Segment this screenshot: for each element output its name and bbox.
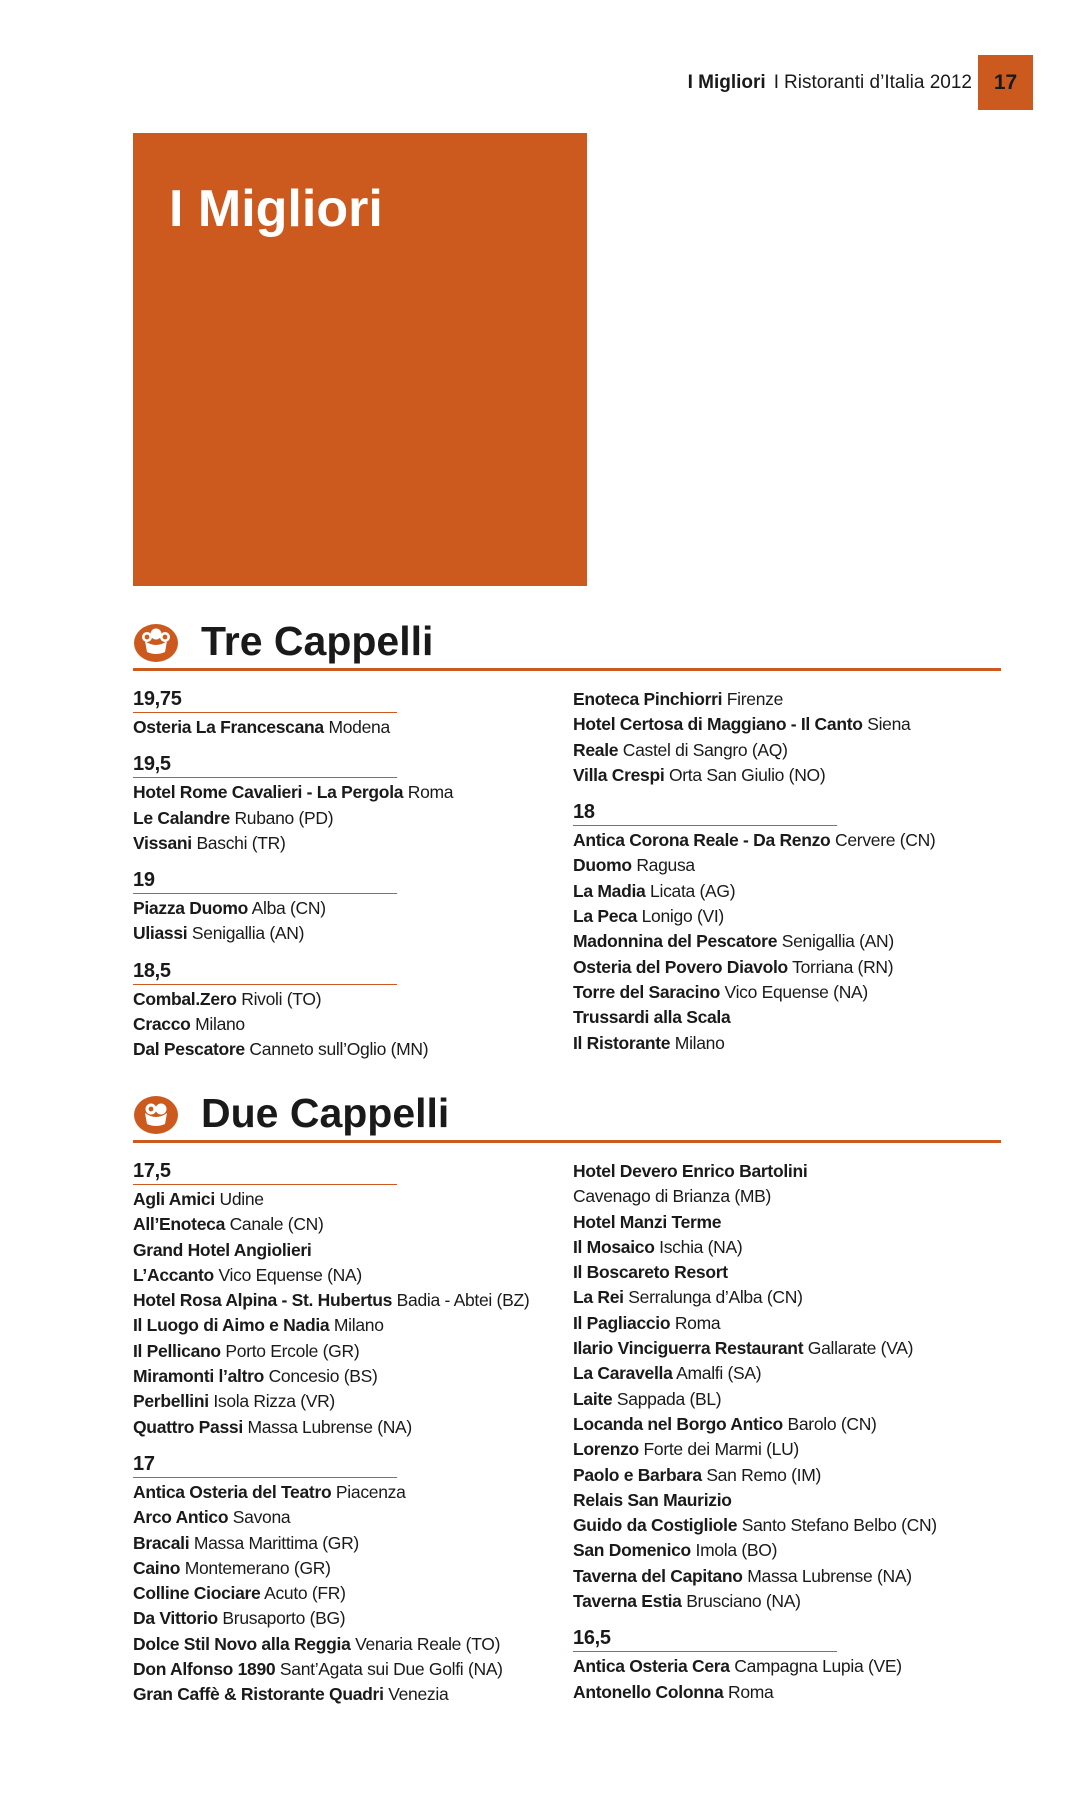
restaurant-location: Baschi (TR) bbox=[196, 832, 286, 853]
restaurant-location: Milano bbox=[195, 1014, 245, 1035]
restaurant-entry bbox=[133, 1288, 553, 1313]
score-group bbox=[133, 752, 553, 856]
restaurant-name: Osteria del Povero Diavolo bbox=[573, 956, 788, 977]
restaurant-name: Enoteca Pinchiorri bbox=[573, 689, 723, 709]
restaurant-location: Imola (BO) bbox=[695, 1540, 778, 1561]
restaurant-location: Vico Equense (NA) bbox=[724, 981, 868, 1002]
restaurant-entry bbox=[133, 1364, 553, 1389]
restaurant-entry bbox=[573, 1412, 993, 1437]
restaurant-name: Madonnina del Pescatore bbox=[573, 931, 778, 952]
restaurant-entry bbox=[573, 929, 993, 954]
restaurant-name: Taverna del Capitano bbox=[573, 1565, 743, 1586]
restaurant-entry bbox=[573, 738, 993, 763]
restaurant-location: Canneto sull’Oglio (MN) bbox=[249, 1039, 429, 1060]
restaurant-location: Massa Lubrense (NA) bbox=[747, 1565, 912, 1586]
restaurant-name: La Caravella bbox=[573, 1363, 673, 1384]
restaurant-entry bbox=[133, 806, 553, 831]
restaurant-entry bbox=[133, 1339, 553, 1364]
restaurant-name: Miramonti l’altro bbox=[133, 1366, 265, 1387]
restaurant-location: Brusaporto (BG) bbox=[222, 1608, 346, 1629]
restaurant-name: Da Vittorio bbox=[133, 1608, 218, 1629]
restaurant-location: Roma bbox=[407, 782, 454, 803]
restaurant-entry bbox=[133, 780, 553, 805]
restaurant-entry bbox=[573, 1235, 993, 1260]
restaurant-location: Sant’Agata sui Due Golfi (NA) bbox=[279, 1659, 503, 1680]
restaurant-name: Torre del Saracino bbox=[573, 981, 720, 1002]
score-heading: 17 bbox=[133, 1452, 397, 1478]
restaurant-name: Trussardi alla Scala bbox=[573, 1007, 731, 1028]
restaurant-location: Brusciano (NA) bbox=[686, 1591, 801, 1612]
running-header bbox=[688, 71, 972, 95]
restaurant-location: Roma bbox=[674, 1312, 721, 1333]
restaurant-location: Alba (CN) bbox=[251, 898, 326, 919]
restaurant-entry bbox=[573, 904, 993, 929]
restaurant-entry bbox=[573, 879, 993, 904]
section-title: Tre Cappelli bbox=[201, 618, 434, 664]
restaurant-location: Ragusa bbox=[636, 855, 695, 876]
restaurant-location: Forte dei Marmi (LU) bbox=[643, 1439, 799, 1460]
restaurant-name: Agli Amici bbox=[133, 1189, 215, 1209]
restaurant-entry bbox=[573, 1488, 993, 1513]
restaurant-location: Licata (AG) bbox=[650, 880, 736, 901]
restaurant-entry bbox=[573, 763, 993, 788]
restaurant-location: Roma bbox=[728, 1681, 774, 1702]
restaurant-entry bbox=[133, 1480, 553, 1505]
restaurant-name: Hotel Rosa Alpina - St. Hubertus bbox=[133, 1290, 393, 1311]
restaurant-location: San Remo (IM) bbox=[706, 1464, 822, 1485]
restaurant-name: Il Luogo di Aimo e Nadia bbox=[133, 1315, 330, 1336]
restaurant-name: Ilario Vinciguerra Restaurant bbox=[573, 1338, 804, 1359]
restaurant-name: Antonello Colonna bbox=[573, 1681, 724, 1702]
restaurant-entry bbox=[133, 1415, 553, 1440]
restaurant-name: Piazza Duomo bbox=[133, 898, 249, 919]
restaurant-entry bbox=[573, 1031, 993, 1056]
score-group bbox=[573, 687, 993, 788]
restaurant-entry bbox=[573, 1361, 993, 1386]
restaurant-location: Massa Lubrense (NA) bbox=[247, 1416, 412, 1437]
restaurant-name: Perbellini bbox=[133, 1391, 209, 1412]
restaurant-name: Taverna Estia bbox=[573, 1591, 682, 1612]
restaurant-location: Orta San Giulio (NO) bbox=[668, 764, 826, 785]
restaurant-location: Santo Stefano Belbo (CN) bbox=[741, 1515, 937, 1536]
restaurant-name: Quattro Passi bbox=[133, 1416, 243, 1437]
restaurant-entry bbox=[133, 1632, 553, 1657]
restaurant-name: San Domenico bbox=[573, 1540, 691, 1561]
restaurant-entry bbox=[133, 1531, 553, 1556]
restaurant-location: Barolo (CN) bbox=[787, 1413, 877, 1434]
header-section: I Migliori bbox=[687, 72, 766, 93]
restaurant-location: Campagna Lupia (VE) bbox=[734, 1656, 902, 1677]
restaurant-entry bbox=[573, 1654, 993, 1679]
score-group bbox=[133, 868, 553, 947]
restaurant-name: Antica Osteria del Teatro bbox=[133, 1481, 332, 1502]
restaurant-name: La Rei bbox=[573, 1287, 624, 1308]
due-cappelli-column-left bbox=[133, 1159, 553, 1720]
header-separator: I bbox=[773, 72, 779, 93]
score-group bbox=[573, 1159, 993, 1614]
restaurant-location: Acuto (FR) bbox=[264, 1583, 346, 1604]
restaurant-name: Il Mosaico bbox=[573, 1236, 655, 1257]
page-number: 17 bbox=[978, 55, 1033, 110]
restaurant-name: Hotel Rome Cavalieri - La Pergola bbox=[133, 782, 404, 803]
restaurant-location: Concesio (BS) bbox=[268, 1366, 378, 1387]
due-cappelli-column-right bbox=[573, 1159, 993, 1717]
restaurant-entry bbox=[133, 1505, 553, 1530]
restaurant-location: Badia - Abtei (BZ) bbox=[396, 1290, 530, 1311]
score-group bbox=[133, 1159, 553, 1440]
restaurant-location: Senigallia (AN) bbox=[191, 923, 305, 944]
header-publication: Ristoranti d’Italia 2012 bbox=[784, 72, 972, 93]
restaurant-name: Don Alfonso 1890 bbox=[133, 1659, 276, 1680]
restaurant-location: Firenze bbox=[726, 689, 784, 709]
restaurant-entry bbox=[573, 1285, 993, 1310]
restaurant-entry bbox=[133, 715, 553, 740]
restaurant-name: Il Boscareto Resort bbox=[573, 1262, 728, 1283]
restaurant-location: Montemerano (GR) bbox=[184, 1557, 331, 1578]
restaurant-location: Siena bbox=[867, 714, 911, 735]
restaurant-location: Sappada (BL) bbox=[616, 1388, 722, 1409]
restaurant-name: Il Pellicano bbox=[133, 1340, 221, 1361]
restaurant-entry bbox=[133, 1263, 553, 1288]
tre-cappelli-column-right bbox=[573, 687, 993, 1068]
restaurant-entry bbox=[133, 1313, 553, 1338]
restaurant-location: Senigallia (AN) bbox=[781, 931, 894, 952]
restaurant-entry bbox=[573, 1184, 993, 1209]
restaurant-name: Locanda nel Borgo Antico bbox=[573, 1413, 783, 1434]
restaurant-location: Vico Equense (NA) bbox=[218, 1264, 362, 1285]
restaurant-location: Venaria Reale (TO) bbox=[355, 1633, 501, 1654]
restaurant-location: Castel di Sangro (AQ) bbox=[622, 739, 788, 760]
restaurant-location: Gallarate (VA) bbox=[807, 1338, 914, 1359]
restaurant-location: Milano bbox=[674, 1032, 725, 1053]
score-group bbox=[133, 1452, 553, 1708]
restaurant-location: Rubano (PD) bbox=[234, 807, 334, 828]
restaurant-location: Torriana (RN) bbox=[792, 956, 894, 977]
restaurant-entry bbox=[133, 1212, 553, 1237]
restaurant-location: Porto Ercole (GR) bbox=[225, 1340, 360, 1361]
restaurant-entry bbox=[133, 1037, 553, 1062]
restaurant-entry bbox=[133, 1682, 553, 1707]
restaurant-entry bbox=[133, 1581, 553, 1606]
tre-cappelli-column-left bbox=[133, 687, 553, 1075]
restaurant-entry bbox=[133, 1238, 553, 1263]
restaurant-entry bbox=[573, 1210, 993, 1235]
restaurant-entry bbox=[133, 1657, 553, 1682]
restaurant-name: Laite bbox=[573, 1388, 613, 1409]
restaurant-entry bbox=[573, 687, 993, 712]
score-heading: 18,5 bbox=[133, 959, 397, 985]
restaurant-location: Milano bbox=[333, 1315, 384, 1336]
section-due-cappelli bbox=[133, 1090, 1001, 1143]
restaurant-entry bbox=[573, 955, 993, 980]
restaurant-location: Venezia bbox=[388, 1684, 449, 1705]
restaurant-entry bbox=[573, 1005, 993, 1030]
score-group bbox=[573, 1626, 993, 1705]
score-heading: 19 bbox=[133, 868, 397, 894]
restaurant-location: Massa Marittima (GR) bbox=[193, 1532, 359, 1553]
restaurant-entry bbox=[573, 1589, 993, 1614]
hat-icon bbox=[133, 1095, 179, 1135]
restaurant-entry bbox=[573, 1159, 993, 1184]
hero-block bbox=[133, 133, 587, 586]
score-group bbox=[133, 959, 553, 1063]
restaurant-name: Cracco bbox=[133, 1014, 191, 1035]
restaurant-entry bbox=[573, 1463, 993, 1488]
restaurant-name: La Madia bbox=[573, 880, 646, 901]
restaurant-entry bbox=[133, 1606, 553, 1631]
restaurant-entry bbox=[573, 980, 993, 1005]
score-heading: 19,75 bbox=[133, 687, 397, 713]
restaurant-location: Udine bbox=[219, 1189, 264, 1209]
restaurant-name: Duomo bbox=[573, 855, 632, 876]
restaurant-entry bbox=[573, 712, 993, 737]
restaurant-name: Hotel Devero Enrico Bartolini bbox=[573, 1161, 808, 1181]
restaurant-name: Osteria La Francescana bbox=[133, 717, 324, 737]
restaurant-name: Dal Pescatore bbox=[133, 1039, 245, 1060]
restaurant-name: Hotel Manzi Terme bbox=[573, 1211, 722, 1232]
restaurant-entry bbox=[573, 828, 993, 853]
restaurant-name: Bracali bbox=[133, 1532, 190, 1553]
restaurant-entry bbox=[573, 1311, 993, 1336]
restaurant-location: Cavenago di Brianza (MB) bbox=[573, 1186, 772, 1207]
restaurant-name: Reale bbox=[573, 739, 619, 760]
restaurant-name: Antica Osteria Cera bbox=[573, 1656, 730, 1677]
score-heading: 18 bbox=[573, 800, 837, 826]
restaurant-name: Caino bbox=[133, 1557, 181, 1578]
restaurant-entry bbox=[573, 1538, 993, 1563]
restaurant-name: Uliassi bbox=[133, 923, 188, 944]
restaurant-entry bbox=[133, 1389, 553, 1414]
restaurant-name: Combal.Zero bbox=[133, 988, 237, 1009]
restaurant-entry bbox=[573, 1387, 993, 1412]
section-title: Due Cappelli bbox=[201, 1090, 450, 1136]
restaurant-location: Modena bbox=[328, 717, 390, 737]
restaurant-entry bbox=[573, 1513, 993, 1538]
restaurant-name: Il Pagliaccio bbox=[573, 1312, 671, 1333]
restaurant-name: Il Ristorante bbox=[573, 1032, 671, 1053]
restaurant-entry bbox=[573, 1680, 993, 1705]
restaurant-name: Dolce Stil Novo alla Reggia bbox=[133, 1633, 351, 1654]
restaurant-location: Canale (CN) bbox=[229, 1214, 324, 1235]
score-heading: 19,5 bbox=[133, 752, 397, 778]
restaurant-location: Savona bbox=[232, 1507, 291, 1528]
restaurant-entry bbox=[133, 921, 553, 946]
restaurant-entry bbox=[133, 1012, 553, 1037]
restaurant-name: Vissani bbox=[133, 832, 192, 853]
restaurant-location: Lonigo (VI) bbox=[641, 906, 724, 927]
restaurant-name: Antica Corona Reale - Da Renzo bbox=[573, 830, 831, 851]
restaurant-name: All’Enoteca bbox=[133, 1214, 226, 1235]
restaurant-location: Amalfi (SA) bbox=[676, 1363, 762, 1384]
restaurant-name: Hotel Certosa di Maggiano - Il Canto bbox=[573, 714, 863, 735]
restaurant-location: Ischia (NA) bbox=[659, 1236, 743, 1257]
score-group bbox=[573, 800, 993, 1056]
hat-icon bbox=[133, 623, 179, 663]
restaurant-entry bbox=[573, 1564, 993, 1589]
restaurant-name: La Peca bbox=[573, 906, 638, 927]
score-heading: 17,5 bbox=[133, 1159, 397, 1185]
score-group bbox=[133, 687, 553, 740]
restaurant-entry bbox=[573, 853, 993, 878]
restaurant-name: Lorenzo bbox=[573, 1439, 639, 1460]
restaurant-entry bbox=[573, 1260, 993, 1285]
restaurant-entry bbox=[573, 1336, 993, 1361]
restaurant-entry bbox=[133, 987, 553, 1012]
restaurant-location: Rivoli (TO) bbox=[241, 988, 322, 1009]
restaurant-name: Relais San Maurizio bbox=[573, 1489, 732, 1510]
restaurant-name: Villa Crespi bbox=[573, 764, 665, 785]
restaurant-name: Arco Antico bbox=[133, 1507, 229, 1528]
restaurant-location: Serralunga d’Alba (CN) bbox=[628, 1287, 803, 1308]
restaurant-location: Piacenza bbox=[335, 1481, 406, 1502]
restaurant-entry bbox=[133, 1187, 553, 1212]
restaurant-location: Cervere (CN) bbox=[835, 830, 936, 851]
hero-title: I Migliori bbox=[169, 180, 383, 238]
score-heading: 16,5 bbox=[573, 1626, 837, 1652]
section-tre-cappelli bbox=[133, 618, 1001, 671]
restaurant-name: Paolo e Barbara bbox=[573, 1464, 702, 1485]
restaurant-name: Gran Caffè & Ristorante Quadri bbox=[133, 1684, 384, 1705]
restaurant-name: Le Calandre bbox=[133, 807, 230, 828]
restaurant-entry bbox=[133, 896, 553, 921]
restaurant-location: Isola Rizza (VR) bbox=[213, 1391, 335, 1412]
restaurant-entry bbox=[573, 1437, 993, 1462]
restaurant-name: Grand Hotel Angiolieri bbox=[133, 1239, 312, 1260]
restaurant-name: Guido da Costigliole bbox=[573, 1515, 738, 1536]
restaurant-name: L’Accanto bbox=[133, 1264, 214, 1285]
restaurant-name: Colline Ciociare bbox=[133, 1583, 261, 1604]
restaurant-entry bbox=[133, 1556, 553, 1581]
restaurant-entry bbox=[133, 831, 553, 856]
